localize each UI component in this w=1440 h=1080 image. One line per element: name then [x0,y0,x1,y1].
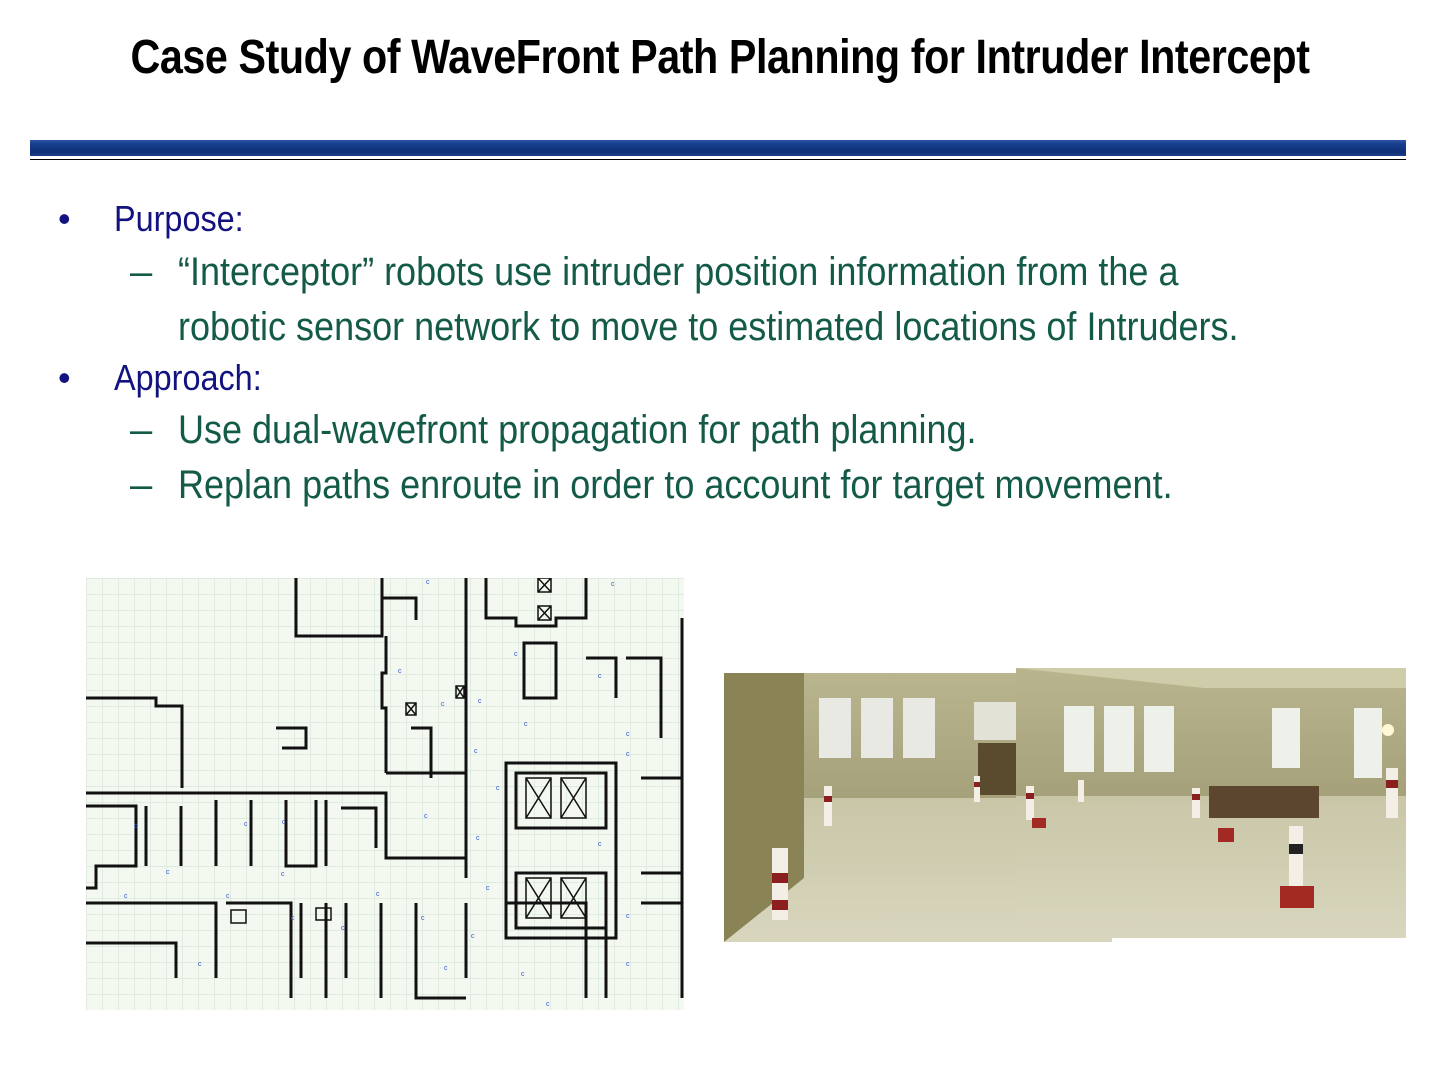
slide-title: Case Study of WaveFront Path Planning for Intruder Intercept [130,31,1310,84]
svg-text:c: c [474,748,478,755]
title-rule-thin [30,159,1406,160]
svg-text:c: c [291,915,295,922]
sub-bullet-line: Use dual-wavefront propagation for path planning. [178,408,977,452]
sub-bullet-line: Replan paths enroute in order to account for target movement. [178,463,1173,507]
svg-text:c: c [398,668,402,675]
dash-marker: – [130,408,153,452]
sub-bullet-item [58,458,1398,513]
svg-text:c: c [244,821,248,828]
bullet-item-approach [58,357,1398,407]
bullet-marker: • [58,198,71,239]
svg-text:c: c [376,891,380,898]
svg-text:c: c [166,869,170,876]
sub-bullet-line: robotic sensor network to move to estimated locations of Intruders. [178,305,1239,349]
robot-lab-photo [724,668,1406,942]
svg-text:c: c [134,823,138,830]
svg-text:c: c [441,701,445,708]
svg-text:c: c [426,579,430,586]
floor-plan-image [86,578,684,1010]
svg-text:c: c [124,893,128,900]
svg-text:c: c [226,893,230,900]
svg-text:c: c [611,581,615,588]
svg-text:c: c [626,751,630,758]
svg-text:c: c [598,673,602,680]
bullet-label: Approach: [114,357,262,398]
svg-text:c: c [476,835,480,842]
sub-bullet-item [58,245,1398,355]
svg-text:c: c [421,915,425,922]
svg-text:c: c [546,1001,550,1008]
sub-bullet-item [58,403,1398,458]
svg-text:c: c [598,841,602,848]
svg-text:c: c [444,965,448,972]
bullet-item-purpose [58,198,1398,248]
svg-text:c: c [496,785,500,792]
svg-text:c: c [524,721,528,728]
sub-bullet-line: “Interceptor” robots use intruder position information from the a [178,250,1179,294]
svg-text:c: c [281,871,285,878]
svg-text:c: c [478,698,482,705]
bullet-list [58,198,1398,513]
svg-text:c: c [626,731,630,738]
bullet-label: Purpose: [114,198,244,239]
svg-text:c: c [626,961,630,968]
svg-text:c: c [198,961,202,968]
svg-text:c: c [626,913,630,920]
bullet-marker: • [58,357,71,398]
svg-text:c: c [514,651,518,658]
svg-text:c: c [486,885,490,892]
svg-text:c: c [424,813,428,820]
dash-marker: – [130,250,153,294]
title-rule-thick [30,140,1406,156]
svg-text:c: c [282,819,286,826]
svg-text:c: c [341,925,345,932]
svg-text:c: c [471,933,475,940]
dash-marker: – [130,463,153,507]
svg-text:c: c [521,971,525,978]
